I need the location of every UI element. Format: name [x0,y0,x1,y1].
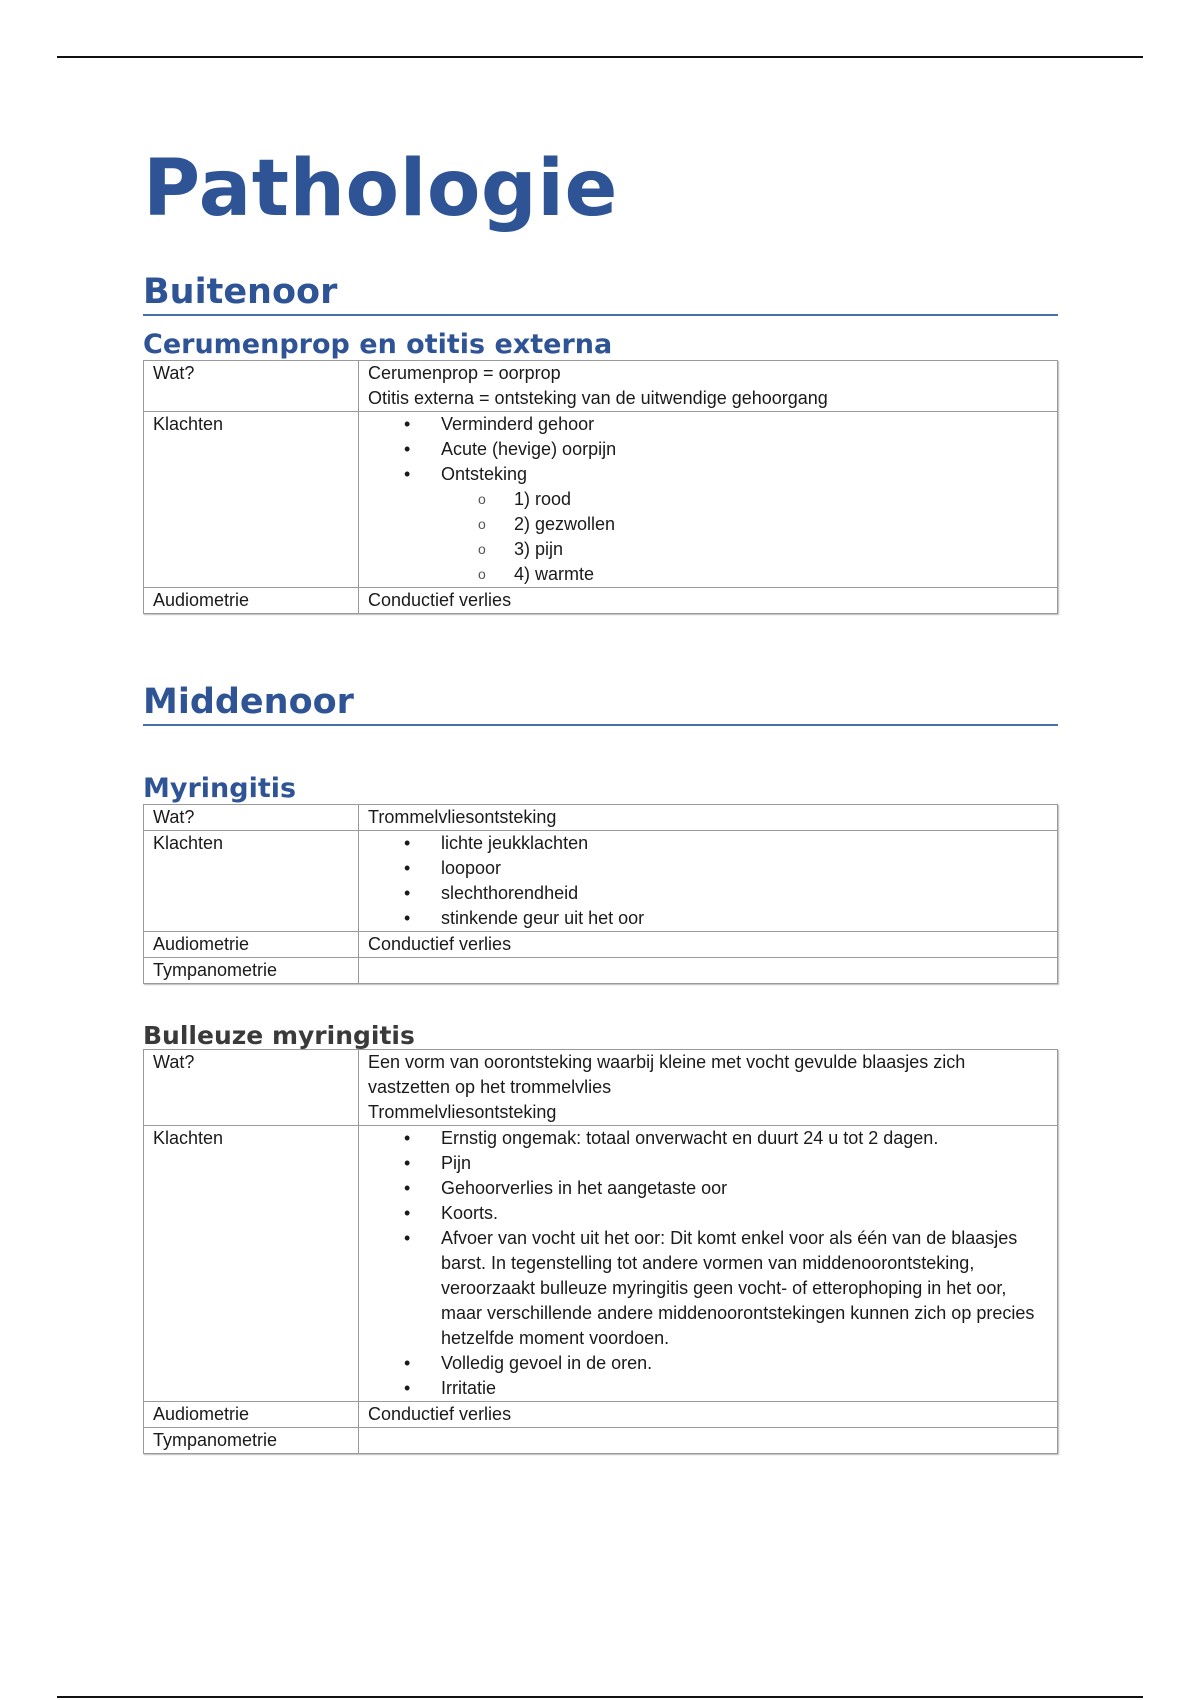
row-value [359,411,1058,587]
list-item: • Ernstig ongemak: totaal onverwacht en duurt 24 u tot 2 dagen. [441,1126,1048,1151]
row-label: Tympanometrie [144,1428,359,1454]
row-label: Audiometrie [144,587,359,613]
sub-list-item: o 1) rood [514,487,1048,512]
row-value [359,1126,1058,1402]
row-label: Wat? [144,1050,359,1126]
row-label: Audiometrie [144,1402,359,1428]
document-body [143,130,1058,1454]
table-row [144,1126,1058,1402]
row-value [359,957,1058,983]
table-row [144,1050,1058,1126]
list-item: • lichte jeukklachten [441,831,1048,856]
row-value [359,1050,1058,1126]
list-item: • stinkende geur uit het oor [441,906,1048,931]
bullet-list [368,831,1048,931]
value-line: Trommelvliesontsteking [368,1102,557,1123]
heading-cerumenprop: Cerumenprop en otitis externa [143,329,613,361]
row-label: Tympanometrie [144,957,359,983]
bullet-list [368,412,1048,587]
table-row [144,931,1058,957]
value-line: Otitis externa = ontsteking van de uitwendige gehoorgang [368,387,828,408]
list-item: • Gehoorverlies in het aangetaste oor [441,1176,1048,1201]
table-row [144,1428,1058,1454]
row-value: Conductief verlies [359,1402,1058,1428]
heading-myringitis: Myringitis [143,773,297,805]
table-row [144,360,1058,411]
list-item: • loopoor [441,856,1048,881]
value-line: Cerumenprop = oorprop [368,362,561,383]
list-item: • Koorts. [441,1201,1048,1226]
list-item: • Acute (hevige) oorpijn [441,437,1048,462]
table-myringitis [143,804,1058,984]
list-item: • Pijn [441,1151,1048,1176]
table-row [144,957,1058,983]
row-value: Conductief verlies [359,931,1058,957]
list-item-text: Ontsteking [441,463,528,484]
table-row [144,587,1058,613]
heading-middenoor: Middenoor [143,682,1058,726]
table-row [144,830,1058,931]
row-label: Klachten [144,411,359,587]
table-row [144,1402,1058,1428]
list-item: • slechthorendheid [441,881,1048,906]
row-label: Wat? [144,804,359,830]
document-title: Pathologie [143,144,618,234]
row-value: Trommelvliesontsteking [359,804,1058,830]
bottom-rule [57,1696,1143,1698]
sub-list-item: o 4) warmte [514,562,1048,587]
sub-bullet-list [441,487,1048,587]
row-label: Klachten [144,1126,359,1402]
row-value [359,830,1058,931]
heading-bulleuze-myringitis: Bulleuze myringitis [143,1020,415,1050]
list-item [441,462,1048,587]
heading-buitenoor: Buitenoor [143,272,1058,316]
row-label: Audiometrie [144,931,359,957]
list-item: • Verminderd gehoor [441,412,1048,437]
list-item: • Volledig gevoel in de oren. [441,1351,1048,1376]
row-label: Klachten [144,830,359,931]
table-bulleuze-myringitis [143,1049,1058,1454]
table-cerumenprop [143,360,1058,614]
row-value [359,1428,1058,1454]
row-value [359,360,1058,411]
row-label: Wat? [144,360,359,411]
row-value: Conductief verlies [359,587,1058,613]
sub-list-item: o 3) pijn [514,537,1048,562]
top-rule [57,56,1143,58]
list-item: • Irritatie [441,1376,1048,1401]
value-line: Een vorm van oorontsteking waarbij kleine met vocht gevulde blaasjes zich vastzetten op het trommelvlies [368,1052,966,1098]
bullet-list [368,1126,1048,1401]
table-row [144,411,1058,587]
list-item: • Afvoer van vocht uit het oor: Dit komt enkel voor als één van de blaasjes barst. In tegenstelling tot andere vormen van middenoorontsteking, veroorzaakt bulleuze myringitis geen vocht- of etterophoping in het oor, maar verschillende andere middenoorontstekingen kunnen zich op precies hetzelfde moment voordoen. [441,1226,1048,1351]
sub-list-item: o 2) gezwollen [514,512,1048,537]
table-row [144,804,1058,830]
